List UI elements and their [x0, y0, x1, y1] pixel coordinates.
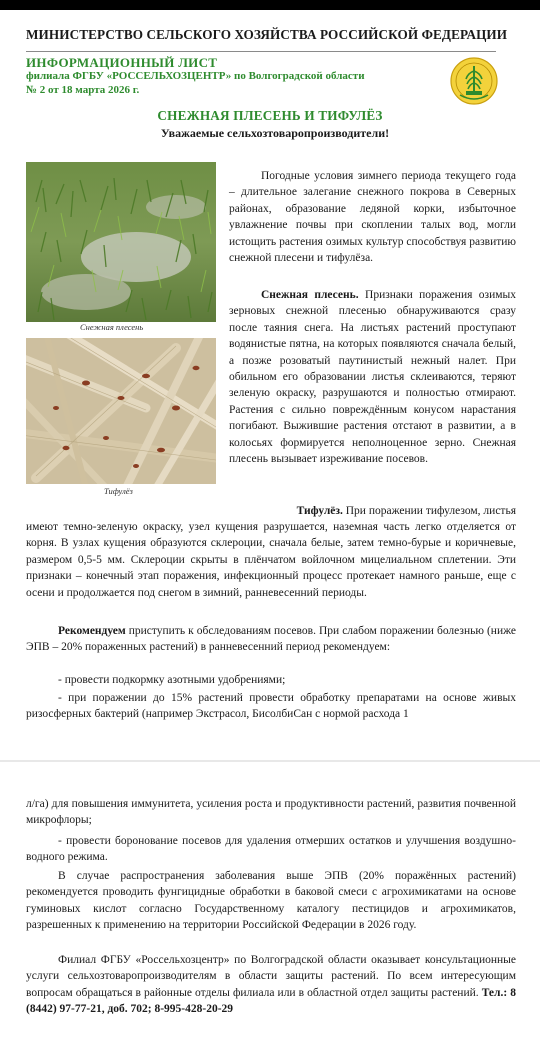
snow-mold-paragraph: [229, 287, 516, 467]
issue-number: № 2 от 18 марта 2026 г.: [26, 83, 140, 96]
contact-phone: Тел.: 8 (8442) 97-77-21, доб. 702; 8-995-428-20-29: [26, 986, 517, 1016]
page-break: [0, 760, 540, 762]
typhula-text-lead: При поражении тифулезом, листья: [342, 505, 516, 517]
list-item-fertilize: - провести подкормку азотными удобрениями;: [58, 674, 286, 686]
recommendation-text: приступить к обследованиям посевов. При слабом поражении болезнью (ниже ЭПВ – 20% пораженных растений) в ранневесенний период рекомендуем:: [26, 625, 516, 654]
caption-snow-mold: Снежная плесень: [80, 322, 144, 332]
recommendation-heading: Рекомендуем: [58, 625, 126, 637]
list-item-harrowing: - провести боронование посевов для удаления отмерших остатков и улучшения воздушно-водного режима.: [26, 835, 516, 864]
sheet-title: ИНФОРМАЦИОННЫЙ ЛИСТ: [26, 55, 218, 70]
info-sheet-header: [26, 55, 365, 97]
snow-mold-photo: [26, 162, 216, 322]
recommendation-paragraph: [26, 623, 516, 656]
contact-paragraph: [26, 952, 516, 1018]
typhula-photo: [26, 338, 216, 484]
status-bar: [0, 0, 540, 10]
snow-mold-heading: Снежная плесень.: [261, 289, 359, 301]
typhula-lead: [229, 503, 516, 519]
severe-case-paragraph: В случае распространения заболевания выше ЭПВ (20% поражённых растений) рекомендуется проводить фунгицидные обработки в баковой смеси с агрохимикатами на основе гуминовых кислот согласно Государственному каталогу пестицидов и агрохимикатов, разрешенных к применению на территории Российской Федерации в 2026 году.: [26, 870, 516, 932]
contact-text: Филиал ФГБУ «Россельхозцентр» по Волгоградской области оказывает консультационные услуги сельхозтоваропроизводителям в области защиты растений. По всем интересующим вопросам обращаться в районные отделы филиала или в областной отдел защиты растений.: [26, 954, 516, 999]
branch-name: филиала ФГБУ «РОССЕЛЬХОЗЦЕНТР» по Волгоградской области: [26, 70, 365, 82]
typhula-paragraph: имеют темно-зеленую окраску, узел кущения разрушается, наземная часть легко отделяется от корня. В узлах кущения образуются склероции, сначала белые, затем темно-бурые и коричневые, размером 0,5-5 мм. Склероции скрыты в плёнчатом войлочном мицелиальном сплетении. Эти признаки – конечный этап поражения, инфекционный процесс протекает намного раньше, еще с осени и продолжается под снегом в зимний, ранневесенний периоды.: [26, 521, 516, 599]
list-item-bio-treatment: - при поражении до 15% растений провести обработку препаратами на основе живых ризосферных бактерий (например Экстрасол, БисолбиСан с нормой расхода 1: [26, 692, 516, 721]
snow-mold-text: Признаки поражения озимых зерновых снежной плесенью обнаруживаются сразу после таяния снега. На листьях растений проступают водянистые пятна, на которых появляются сначала белый, а позже розоватый паутинистый нежный налет. При обильном его образовании листья склеиваются, теряют зеленую окраску, разрушаются и полностью отмирают. Растения с сильно повреждённым конусом нарастания погибают. Выжившие растения отстают в развитии, а в колосьях формируется неполноценное зерно. Снежная плесень вызывает изреживание посевов.: [229, 289, 516, 466]
emblem-icon: [450, 57, 498, 105]
caption-typhula: Тифулёз: [104, 486, 133, 496]
header-divider: [26, 51, 496, 52]
greeting: Уважаемые сельхозтоваропроизводители!: [160, 126, 390, 140]
intro-paragraph: Погодные условия зимнего периода текущего года – длительное залегание снежного покрова в Северных районах, образование ледяной корки, избыточное увлажнение почвы при скоплении талых вод, могли истощить растения озимых культур способствуя развитию снежной плесени и тифулёза.: [229, 170, 516, 265]
typhula-heading: Тифулёз.: [296, 505, 343, 517]
document-title: СНЕЖНАЯ ПЛЕСЕНЬ И ТИФУЛЁЗ: [157, 108, 383, 123]
list-item-bio-treatment-cont: л/га) для повышения иммунитета, усиления роста и продуктивности растений, развития почвенной микрофлоры;: [26, 798, 516, 827]
ministry-heading: МИНИСТЕРСТВО СЕЛЬСКОГО ХОЗЯЙСТВА РОССИЙСКОЙ ФЕДЕРАЦИИ: [26, 27, 508, 42]
